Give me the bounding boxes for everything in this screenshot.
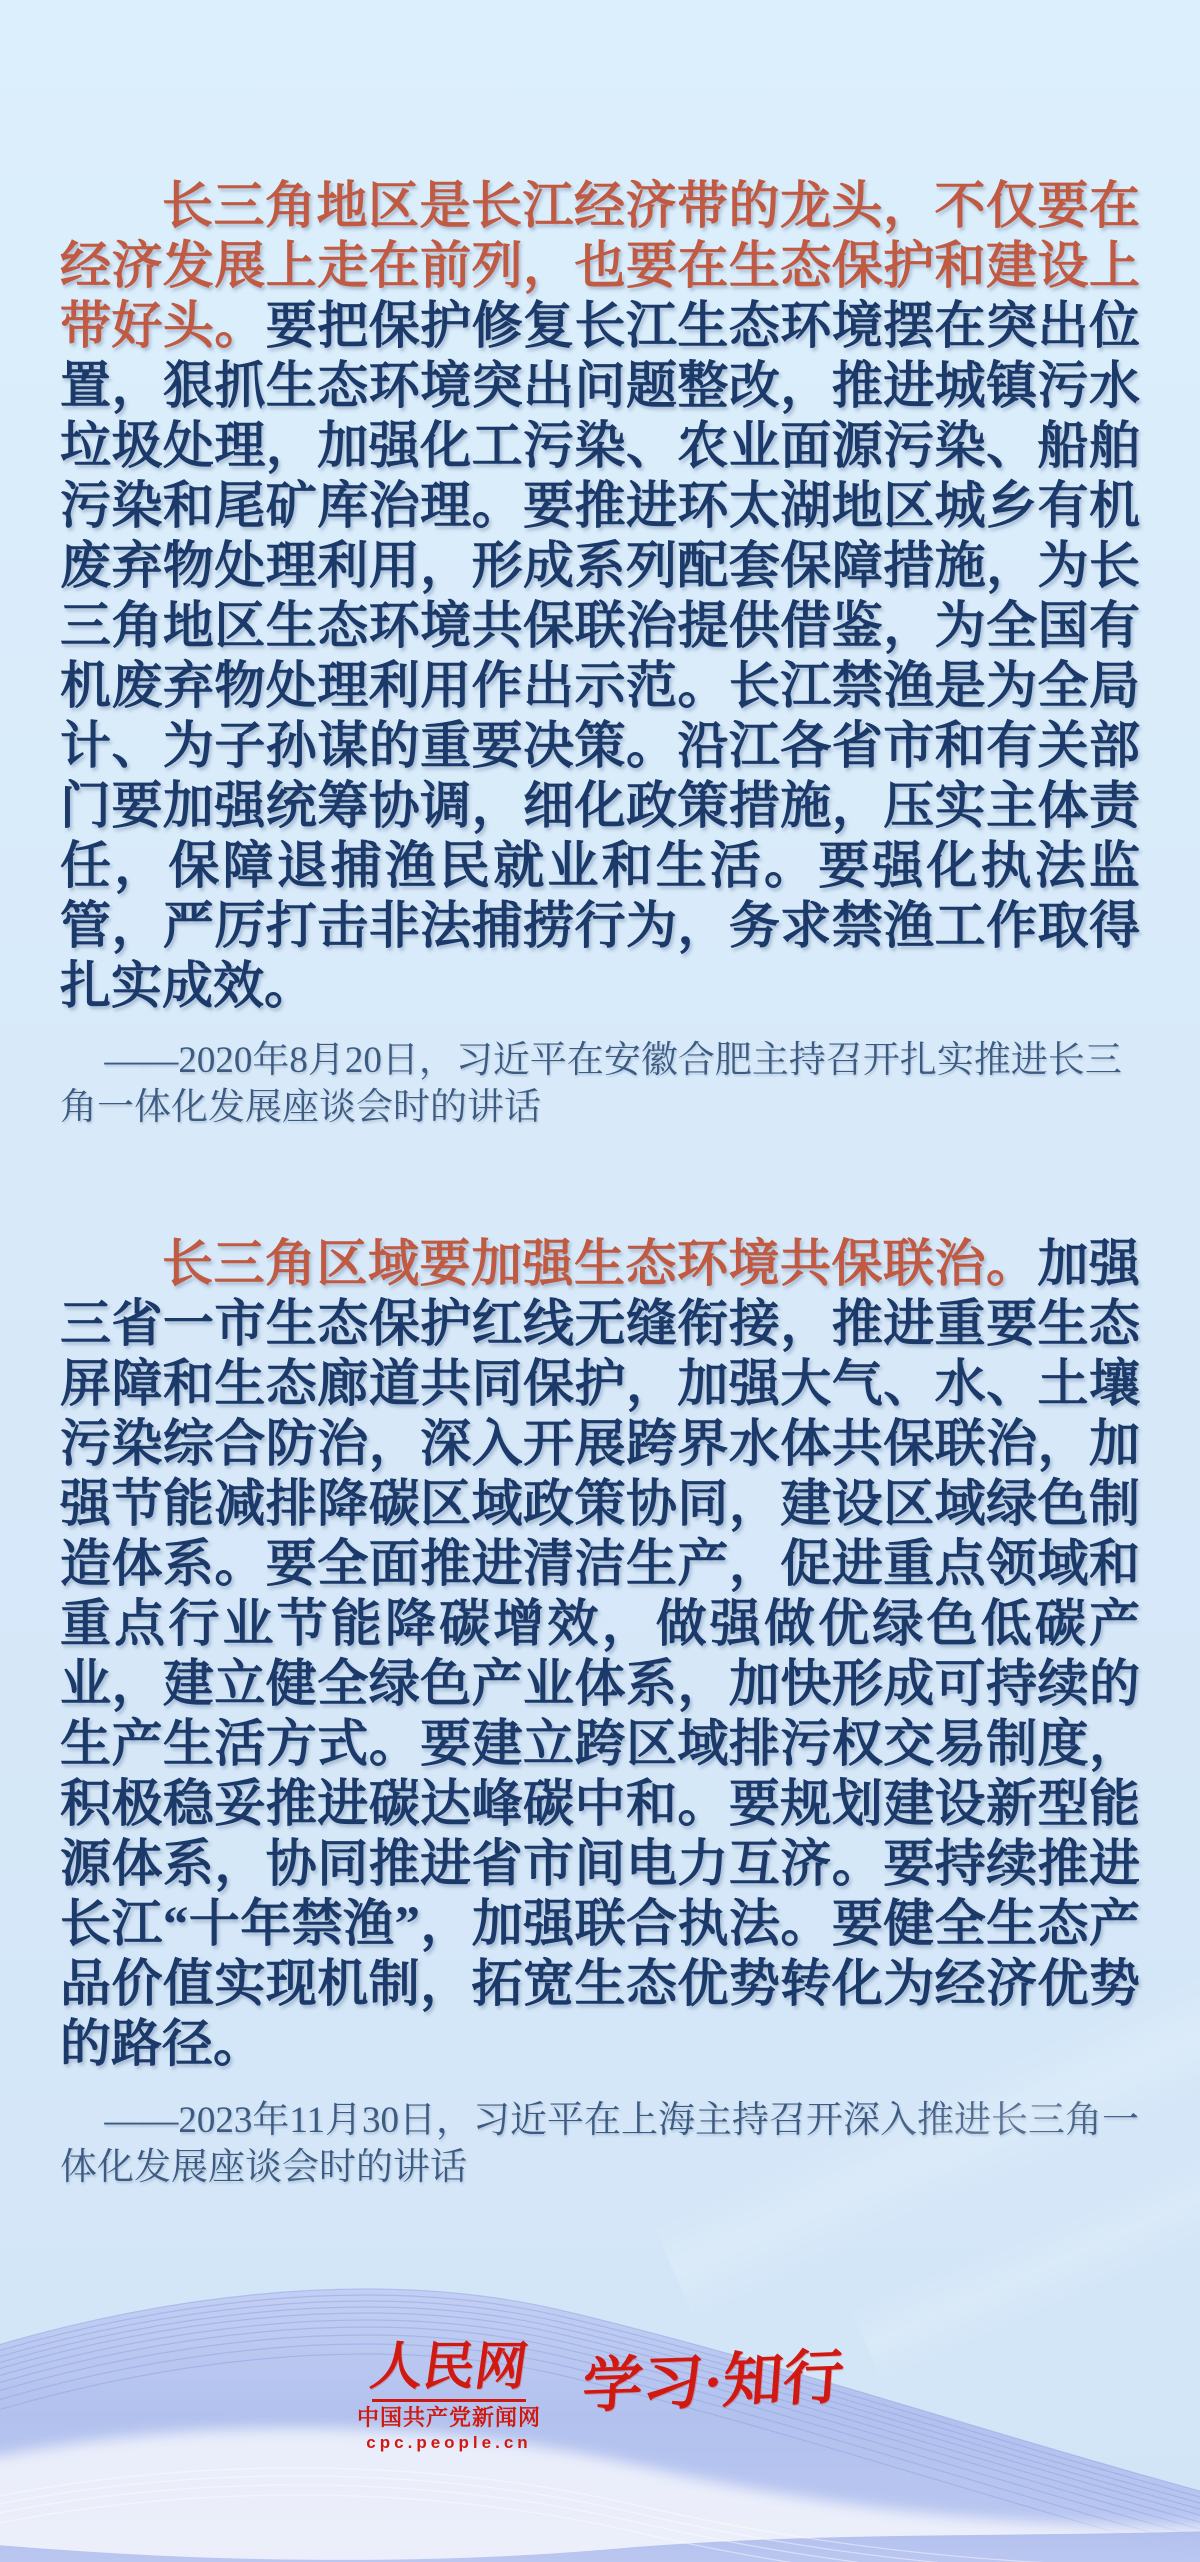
people-daily-logo-title: 人民网 bbox=[367, 2339, 532, 2396]
quote-1-body-text: 要把保护修复长江生态环境摆在突出位置，狠抓生态环境突出问题整改，推进城镇污水垃圾处理，加强化工污染、农业面源污染、船舶污染和尾矿库治理。要推进环太湖地区城乡有机废弃物处理利用，形成系列配套保障措施，为长三角地区生态环境共保联治提供借鉴，为全国有机废弃物处理利用作出示范。长江禁渔是为全局计、为子孙谋的重要决策。沿江各省市和有关部门要加强统筹协调，细化政策措施，压实主体责任，保障退捕渔民就业和生活。要强化执法监管，严厉打击非法捕捞行为，务求禁渔工作取得扎实成效。 bbox=[60, 299, 1140, 1015]
quote-1-paragraph bbox=[60, 177, 1140, 1017]
quote-2-source-line: ——2023年11月30日，习近平在上海主持召开深入推进长三角一体化发展座谈会时的讲话 bbox=[60, 2100, 1140, 2188]
quote-2-highlight-text: 长三角区域要加强生态环境共保联治。 bbox=[162, 1237, 1038, 1293]
quote-1-source-line: ——2020年8月20日，习近平在安徽合肥主持召开扎实推进长三角一体化发展座谈会时的讲话 bbox=[60, 1040, 1122, 1128]
cpc-news-site-name: 中国共产党新闻网 bbox=[356, 2405, 541, 2430]
cpc-news-site-url: cpc.people.cn bbox=[366, 2433, 532, 2453]
slogan-calligraphy: 学习·知行 bbox=[580, 2344, 846, 2420]
logo-underline bbox=[372, 2399, 526, 2402]
quote-2-body-text: 加强三省一市生态保护红线无缝衔接，推进重要生态屏障和生态廊道共同保护，加强大气、水、土壤污染综合防治，深入开展跨界水体共保联治，加强节能减排降碳区域政策协同，建设区域绿色制造体系。要全面推进清洁生产，促进重点领域和重点行业节能降碳增效，做强做优绿色低碳产业，建立健全绿色产业体系，加快形成可持续的生产生活方式。要建立跨区域排污权交易制度，积极稳妥推进碳达峰碳中和。要规划建设新型能源体系，协同推进省市间电力互济。要持续推进长江“十年禁渔”，加强联合执法。要健全生态产品价值实现机制，拓宽生态优势转化为经济优势的路径。 bbox=[60, 1237, 1140, 2073]
quote-1-highlight-text: 长三角地区是长江经济带的龙头，不仅要在经济发展上走在前列，也要在生态保护和建设上带好头。 bbox=[60, 179, 1140, 355]
quote-2-paragraph bbox=[60, 1235, 1140, 2075]
footer-branding bbox=[0, 2339, 1200, 2453]
people-daily-logo bbox=[356, 2339, 541, 2453]
wave-decoration bbox=[0, 2102, 1200, 2562]
